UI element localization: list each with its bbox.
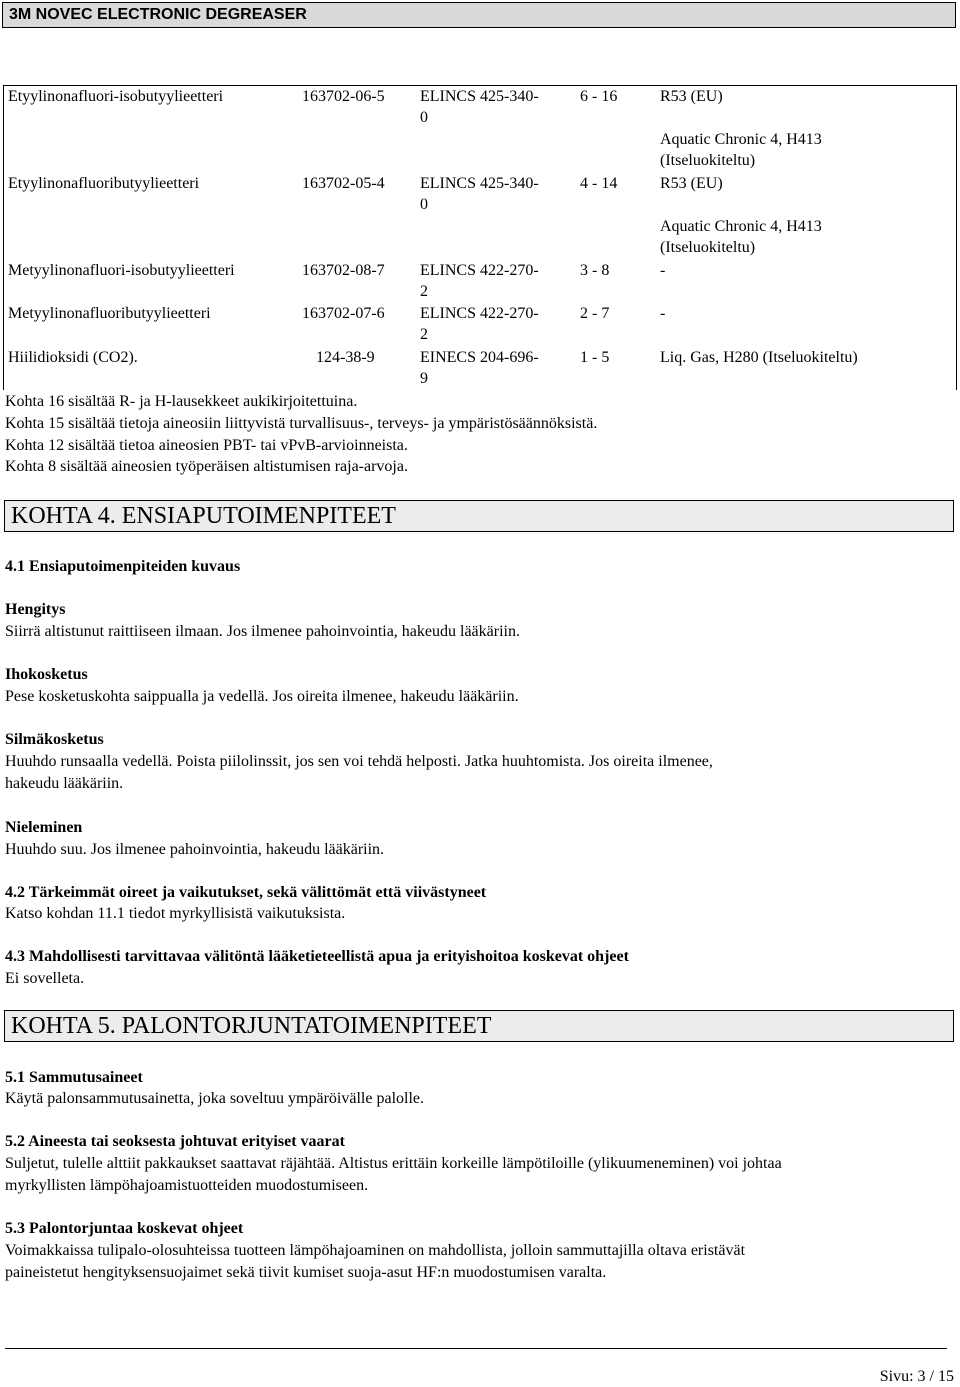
table-cell-class: Aquatic Chronic 4, H413: [660, 131, 822, 148]
table-cell-conc: 6 - 16: [580, 88, 618, 105]
paragraph: Voimakkaissa tulipalo-olosuhteissa tuotteen lämpöhajoaminen on mahdollista, jolloin sammuttajilla oltava eristävät: [5, 1242, 746, 1259]
section-5-title: KOHTA 5. PALONTORJUNTATOIMENPITEET: [11, 1013, 492, 1039]
table-cell-class: -: [660, 305, 666, 322]
table-cell-class: (Itseluokiteltu): [660, 152, 756, 169]
table-cell-conc: 1 - 5: [580, 349, 610, 366]
subsection-heading: Nieleminen: [5, 819, 83, 836]
table-cell-class: R53 (EU): [660, 88, 723, 105]
table-cell-class: R53 (EU): [660, 175, 723, 192]
subsection-heading: 5.3 Palontorjuntaa koskevat ohjeet: [5, 1220, 244, 1237]
table-cell-ec: 9: [420, 370, 428, 387]
table-cell-name: Metyylinonafluoributyylieetteri: [8, 305, 211, 322]
paragraph: Siirrä altistunut raittiiseen ilmaan. Jos ilmenee pahoinvointia, hakeudu lääkäriin.: [5, 623, 520, 640]
table-cell-cas: 124-38-9: [316, 349, 375, 366]
table-cell-ec: 2: [420, 283, 428, 300]
table-cell-ec: 0: [420, 109, 428, 126]
paragraph: Katso kohdan 11.1 tiedot myrkyllisistä vaikutuksista.: [5, 905, 346, 922]
table-cell-conc: 3 - 8: [580, 262, 610, 279]
table-cell-cas: 163702-06-5: [302, 88, 385, 105]
paragraph: myrkyllisten lämpöhajoamistuotteiden muodostumiseen.: [5, 1177, 369, 1194]
section-4-title: KOHTA 4. ENSIAPUTOIMENPITEET: [11, 503, 396, 529]
subsection-heading: 4.2 Tärkeimmät oireet ja vaikutukset, sekä välittömät että viivästyneet: [5, 884, 487, 901]
note-line: Kohta 8 sisältää aineosien työperäisen altistumisen raja-arvoja.: [5, 458, 408, 475]
subsection-heading: 5.1 Sammutusaineet: [5, 1069, 143, 1086]
subsection-heading: 4.1 Ensiaputoimenpiteiden kuvaus: [5, 558, 241, 575]
note-line: Kohta 12 sisältää tietoa aineosien PBT- tai vPvB-arvioinneista.: [5, 437, 408, 454]
table-cell-ec: 0: [420, 196, 428, 213]
note-line: Kohta 15 sisältää tietoja aineosiin liittyvistä turvallisuus-, terveys- ja ympäristösäännöksistä.: [5, 415, 598, 432]
paragraph: hakeudu lääkäriin.: [5, 775, 124, 792]
table-cell-conc: 2 - 7: [580, 305, 610, 322]
table-cell-class: Aquatic Chronic 4, H413: [660, 218, 822, 235]
paragraph: paineistetut hengityksensuojaimet sekä tiivit kumiset suoja-asut HF:n muodostumisen varalta.: [5, 1264, 607, 1281]
paragraph: Huuhdo runsaalla vedellä. Poista piilolinssit, jos sen voi tehdä helposti. Jatka huuhtomista. Jos oireita ilmenee,: [5, 753, 713, 770]
document-header: [2, 2, 956, 28]
table-cell-cas: 163702-08-7: [302, 262, 385, 279]
paragraph: Huuhdo suu. Jos ilmenee pahoinvointia, hakeudu lääkäriin.: [5, 841, 385, 858]
table-cell-ec: ELINCS 422-270-: [420, 305, 539, 322]
subsection-heading: Hengitys: [5, 601, 66, 618]
document-title: 3M NOVEC ELECTRONIC DEGREASER: [9, 6, 307, 23]
table-cell-ec: 2: [420, 326, 428, 343]
table-cell-class: (Itseluokiteltu): [660, 239, 756, 256]
subsection-heading: Silmäkosketus: [5, 731, 104, 748]
table-cell-name: Etyylinonafluoributyylieetteri: [8, 175, 200, 192]
paragraph: Käytä palonsammutusainetta, joka soveltuu ympäröivälle palolle.: [5, 1090, 424, 1107]
paragraph: Pese kosketuskohta saippualla ja vedellä. Jos oireita ilmenee, hakeudu lääkäriin.: [5, 688, 519, 705]
table-cell-class: -: [660, 262, 666, 279]
section-4-heading: [4, 500, 954, 532]
table-cell-ec: ELINCS 425-340-: [420, 175, 539, 192]
paragraph: Suljetut, tulelle alttiit pakkaukset saattavat räjähtää. Altistus erittäin korkeille lämpötiloille (ylikuumeneminen) voi johtaa: [5, 1155, 782, 1172]
table-cell-ec: EINECS 204-696-: [420, 349, 539, 366]
table-cell-cas: 163702-07-6: [302, 305, 385, 322]
table-cell-cas: 163702-05-4: [302, 175, 385, 192]
section-5-heading: [4, 1010, 954, 1042]
note-line: Kohta 16 sisältää R- ja H-lausekkeet aukikirjoitettuina.: [5, 393, 358, 410]
subsection-heading: Ihokosketus: [5, 666, 88, 683]
subsection-heading: 5.2 Aineesta tai seoksesta johtuvat erityiset vaarat: [5, 1133, 345, 1150]
table-cell-conc: 4 - 14: [580, 175, 618, 192]
table-cell-ec: ELINCS 425-340-: [420, 88, 539, 105]
table-cell-name: Hiilidioksidi (CO2).: [8, 349, 138, 366]
composition-table: [3, 85, 957, 390]
page-number: Sivu: 3 / 15: [879, 1368, 954, 1385]
footer-divider: [5, 1348, 947, 1349]
subsection-heading: 4.3 Mahdollisesti tarvittavaa välitöntä lääketieteellistä apua ja erityishoitoa koskevat ohjeet: [5, 948, 629, 965]
table-cell-name: Etyylinonafluori-isobutyylieetteri: [8, 88, 224, 105]
table-cell-name: Metyylinonafluori-isobutyylieetteri: [8, 262, 235, 279]
table-cell-ec: ELINCS 422-270-: [420, 262, 539, 279]
table-cell-class: Liq. Gas, H280 (Itseluokiteltu): [660, 349, 858, 366]
paragraph: Ei sovelleta.: [5, 970, 85, 987]
